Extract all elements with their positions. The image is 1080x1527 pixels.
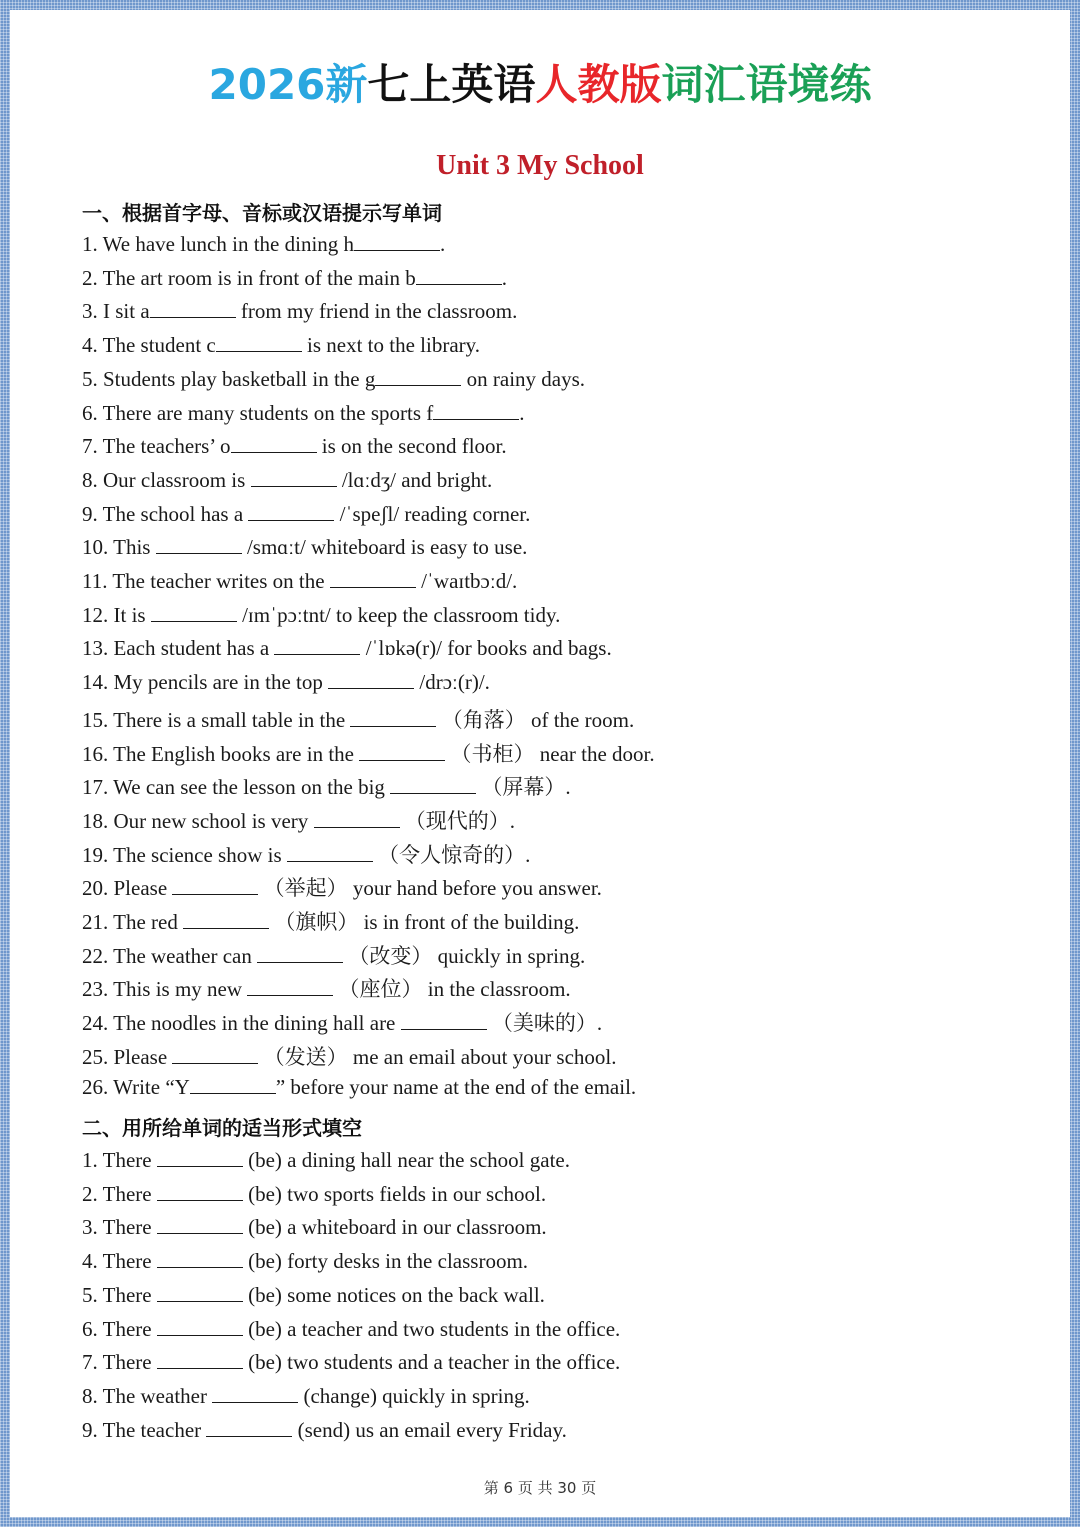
exercise-text-before: 9. The teacher [82,1417,207,1442]
exercise-text-before: 9. The school has a [82,501,249,526]
document-page [10,10,1070,1517]
exercise-item [82,1215,547,1240]
answer-blank[interactable] [212,1401,298,1403]
answer-blank[interactable] [274,653,360,655]
exercise-text-after: /ˈspeʃl/ reading corner. [334,501,531,526]
exercise-text-before: 6. There [82,1316,157,1341]
exercise-text-before: 2. The art room is in front of the main b [82,265,416,290]
exercise-text-before: 1. We have lunch in the dining h [82,232,355,256]
exercise-text-after: （令人惊奇的）. [372,842,531,867]
answer-blank[interactable] [157,1300,243,1302]
exercise-item [82,805,515,835]
answer-blank[interactable] [183,927,269,929]
answer-blank[interactable] [190,1092,276,1094]
exercise-text-before: 7. There [82,1350,157,1375]
exercise-text-after: （旗帜） is in front of the building. [269,910,580,934]
exercise-item [82,232,445,257]
answer-blank[interactable] [157,1232,243,1234]
exercise-item [82,299,517,324]
exercise-item [82,333,480,358]
exercise-text-after: （现代的）. [399,808,516,833]
answer-blank[interactable] [151,620,237,622]
exercise-text-after: （改变） quickly in spring. [343,943,586,968]
exercise-text-after: . [440,232,446,256]
exercise-text-before: 10. This [82,535,156,560]
exercise-text-after: is on the second floor. [316,434,507,459]
exercise-text-before: 24. The noodles in the dining hall are [82,1011,401,1036]
exercise-text-after: (be) a dining hall near the school gate. [242,1148,570,1172]
section2-heading: 二、用所给单词的适当形式填空 [82,1116,362,1140]
title-part-grade: 七上英语 [367,60,536,109]
exercise-text-after: （举起） your hand before you answer. [258,876,602,901]
answer-blank[interactable] [350,725,436,727]
exercise-text-before: 26. Write “Y [82,1074,190,1099]
title-part-topic: 词汇语境练 [661,60,872,109]
exercise-text-after: (be) two sports fields in our school. [242,1181,547,1206]
exercise-text-before: 18. Our new school is very [82,808,314,833]
answer-blank[interactable] [354,249,440,251]
exercise-item [82,704,634,734]
exercise-item [82,1384,530,1409]
exercise-item [82,401,525,426]
exercise-text-after: /lɑːdʒ/ and bright. [336,467,493,492]
exercise-text-before: 22. The weather can [82,943,258,968]
title-part-year: 2026新 [208,60,368,109]
exercise-item [82,973,571,1003]
answer-blank[interactable] [157,1165,243,1167]
exercise-text-after: （书柜） near the door. [445,741,655,766]
answer-blank[interactable] [247,994,333,996]
exercise-text-before: 4. There [82,1249,157,1274]
unit-title: Unit 3 My School [436,150,644,181]
exercise-text-before: 4. The student c [82,333,216,358]
exercise-text-before: 5. Students play basketball in the g [82,366,376,391]
exercise-item [82,1075,636,1100]
exercise-text-before: 8. Our classroom is [82,467,251,492]
exercise-text-before: 25. Please [82,1044,173,1069]
exercise-text-after: /ˈlɒkə(r)/ for books and bags. [360,636,612,661]
answer-blank[interactable] [433,418,519,420]
exercise-text-after: /ˈwaɪtbɔːd/. [415,569,518,593]
exercise-item [82,1249,528,1274]
exercise-item [82,1283,545,1308]
exercise-text-before: 15. There is a small table in the [82,707,351,732]
exercise-item [82,1148,570,1173]
exercise-item [82,502,530,527]
exercise-item [82,636,612,661]
answer-blank[interactable] [257,961,343,963]
exercise-text-after: （发送） me an email about your school. [258,1044,617,1069]
exercise-text-before: 12. It is [82,602,151,627]
exercise-text-before: 3. I sit a [82,299,150,324]
exercise-text-after: from my friend in the classroom. [235,299,518,324]
answer-blank[interactable] [150,316,236,318]
exercise-item [82,434,507,459]
exercise-text-after: ” before your name at the end of the email. [275,1074,637,1099]
exercise-text-after: (be) a teacher and two students in the office. [242,1316,621,1341]
exercise-text-before: 17. We can see the lesson on the big [82,775,391,800]
exercise-text-after: on rainy days. [461,366,586,391]
exercise-text-after: （角落） of the room. [436,707,635,732]
exercise-text-after: (be) a whiteboard in our classroom. [242,1215,547,1240]
exercise-text-before: 14. My pencils are in the top [82,670,329,695]
section1-heading: 一、根据首字母、音标或汉语提示写单词 [82,201,442,225]
exercise-text-before: 21. The red [82,910,184,934]
exercise-item [82,535,527,560]
answer-blank[interactable] [390,792,476,794]
exercise-text-after: （座位） in the classroom. [333,977,571,1002]
exercise-item [82,1418,567,1443]
exercise-text-after: /drɔː(r)/. [414,670,490,695]
exercise-item [82,670,490,695]
exercise-text-after: （屏幕）. [476,775,571,800]
answer-blank[interactable] [172,1062,258,1064]
answer-blank[interactable] [157,1334,243,1336]
document-title [10,52,1070,112]
answer-blank[interactable] [328,687,414,689]
exercise-item [82,569,517,594]
exercise-text-after: /smɑːt/ whiteboard is easy to use. [241,535,528,560]
answer-blank[interactable] [248,519,334,521]
answer-blank[interactable] [375,384,461,386]
answer-blank[interactable] [216,350,302,352]
page-footer: 第 6 页 共 30 页 [483,1479,597,1497]
exercise-text-after: . [501,265,508,290]
answer-blank[interactable] [206,1435,292,1437]
exercise-text-after: /ɪmˈpɔːtnt/ to keep the classroom tidy. [236,602,561,627]
exercise-text-before: 23. This is my new [82,977,248,1002]
exercise-text-before: 16. The English books are in the [82,741,360,766]
exercise-item [82,1350,620,1375]
answer-blank[interactable] [401,1028,487,1030]
exercise-text-after: （美味的）. [486,1011,603,1036]
exercise-text-before: 6. There are many students on the sports f [82,400,434,425]
exercise-item [82,906,579,936]
exercise-text-after: (be) some notices on the back wall. [242,1282,545,1307]
exercise-item [82,940,585,970]
exercise-text-before: 8. The weather [82,1383,213,1408]
exercise-text-after: (be) two students and a teacher in the office. [242,1350,621,1375]
answer-blank[interactable] [359,759,445,761]
exercise-text-before: 20. Please [82,876,173,901]
exercise-text-before: 3. There [82,1215,157,1240]
answer-blank[interactable] [172,893,258,895]
exercise-text-after: (send) us an email every Friday. [292,1417,567,1442]
exercise-text-before: 13. Each student has a [82,636,275,661]
answer-blank[interactable] [157,1266,243,1268]
exercise-item [82,603,560,628]
exercise-item [82,771,571,801]
exercise-item [82,1182,546,1207]
exercise-item [82,738,655,768]
answer-blank[interactable] [157,1199,243,1201]
exercise-text-after: (be) forty desks in the classroom. [242,1249,529,1274]
exercise-text-before: 5. There [82,1282,157,1307]
exercise-text-after: is next to the library. [301,333,481,358]
answer-blank[interactable] [157,1367,243,1369]
exercise-text-before: 1. There [82,1148,157,1172]
answer-blank[interactable] [156,552,242,554]
answer-blank[interactable] [287,860,373,862]
exercise-text-after: . [519,400,525,425]
exercise-item [82,1041,617,1071]
exercise-text-after: (change) quickly in spring. [298,1383,530,1408]
exercise-text-before: 7. The teachers’ o [82,434,231,459]
exercise-item [82,1007,602,1037]
exercise-item [82,266,507,291]
exercise-item [82,872,602,902]
answer-blank[interactable] [416,283,502,285]
title-part-edition: 人教版 [535,60,662,109]
exercise-item [82,1317,620,1342]
exercise-item [82,468,492,493]
exercise-item [82,367,585,392]
exercise-text-before: 2. There [82,1181,157,1206]
answer-blank[interactable] [251,485,337,487]
exercise-text-before: 11. The teacher writes on the [82,569,330,593]
answer-blank[interactable] [231,451,317,453]
exercise-item [82,839,530,869]
exercise-text-before: 19. The science show is [82,842,287,867]
answer-blank[interactable] [314,826,400,828]
answer-blank[interactable] [330,586,416,588]
